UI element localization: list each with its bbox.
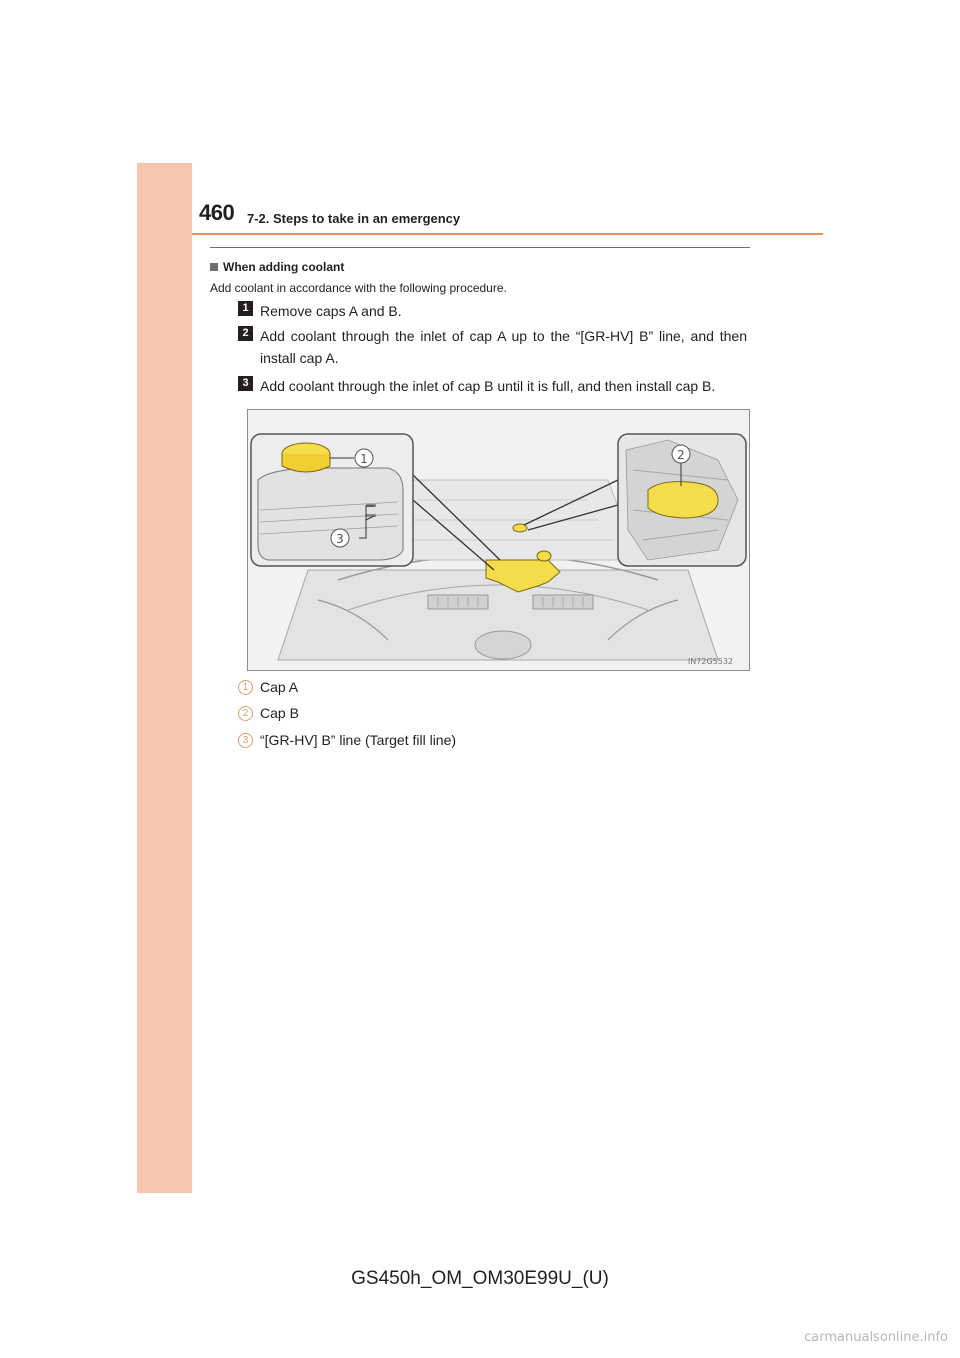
step-2 xyxy=(238,325,750,369)
callout-2 xyxy=(672,445,690,463)
engine-bay-drawing xyxy=(248,410,750,671)
section-heading-text: When adding coolant xyxy=(223,260,345,274)
step-number: 3 xyxy=(238,376,253,391)
svg-text:1: 1 xyxy=(360,452,368,466)
square-bullet-icon xyxy=(210,263,218,271)
step-text: Add coolant through the inlet of cap A up to the “[GR-HV] B” line, and then install cap A. xyxy=(260,328,747,366)
step-text: Remove caps A and B. xyxy=(260,303,402,319)
engine-bay-illustration xyxy=(247,409,750,671)
legend-text: Cap B xyxy=(260,705,299,721)
legend-number: 3 xyxy=(238,733,253,748)
content-rule xyxy=(210,247,750,248)
legend-number: 2 xyxy=(238,706,253,721)
step-1 xyxy=(238,300,750,322)
svg-text:2: 2 xyxy=(677,448,685,462)
header-rule xyxy=(192,233,823,235)
legend-number: 1 xyxy=(238,680,253,695)
watermark: carmanualsonline.info xyxy=(804,1330,948,1345)
section-heading xyxy=(210,260,344,274)
section-title: 7-2. Steps to take in an emergency xyxy=(247,211,461,226)
document-code: GS450h_OM_OM30E99U_(U) xyxy=(351,1268,609,1289)
callout-1 xyxy=(355,449,373,467)
step-3 xyxy=(238,375,750,397)
callout-3 xyxy=(331,529,349,547)
intro-text: Add coolant in accordance with the following procedure. xyxy=(210,281,507,295)
step-number: 2 xyxy=(238,326,253,341)
step-text: Add coolant through the inlet of cap B until it is full, and then install cap B. xyxy=(260,378,716,394)
legend-text: “[GR-HV] B” line (Target fill line) xyxy=(260,732,457,748)
step-number: 1 xyxy=(238,301,253,316)
page-header xyxy=(0,0,960,240)
side-band xyxy=(137,163,192,1193)
image-code: IN72GS532 xyxy=(687,657,733,666)
svg-text:3: 3 xyxy=(336,532,344,546)
legend-text: Cap A xyxy=(260,679,299,695)
page-number: 460 xyxy=(199,200,235,225)
